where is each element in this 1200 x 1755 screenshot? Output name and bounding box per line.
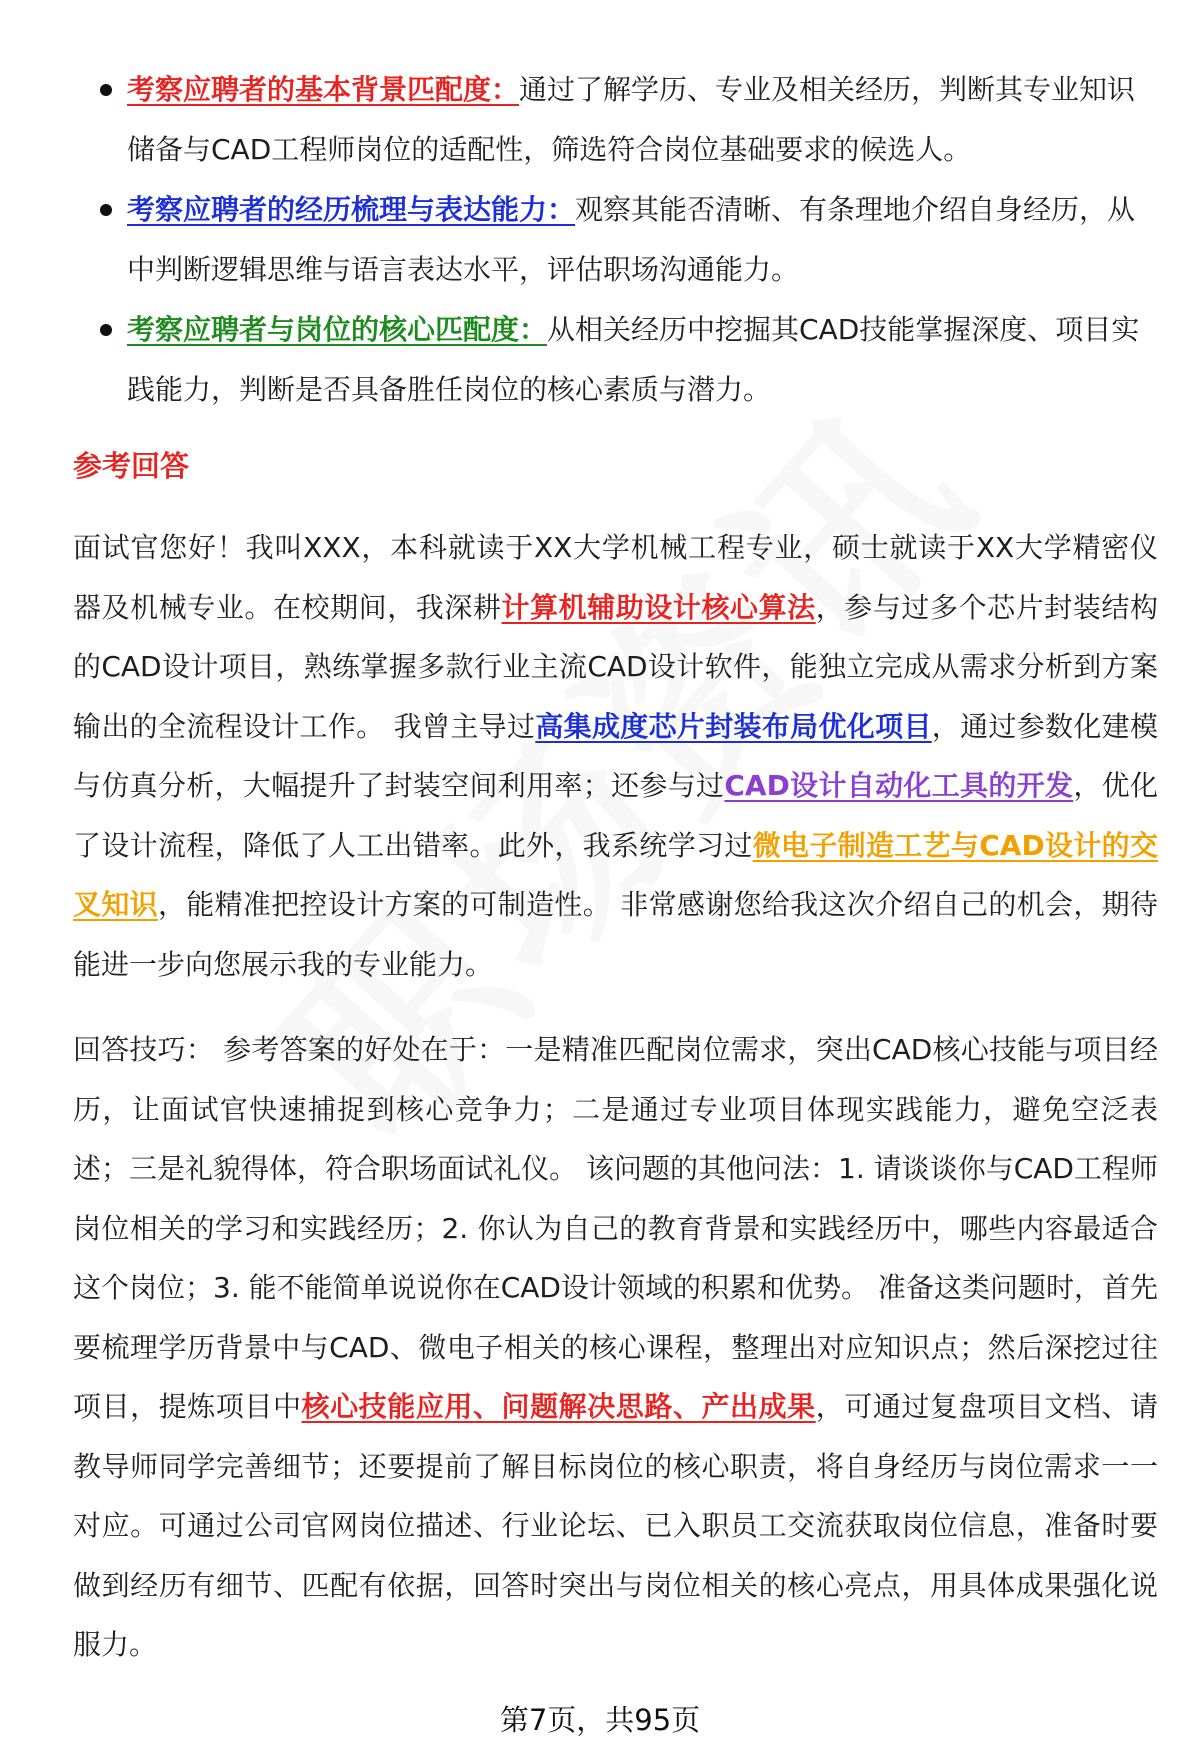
bullet-title: 考察应聘者的经历梳理与表达能力：	[127, 193, 576, 226]
bullet-item	[95, 180, 1140, 300]
paragraph-text: 面试官您好！我叫XXX，本科就读于XX大学机械工程专业，硕士就读于XX大学精密仪器及机械专业。在校期间，我深耕	[73, 531, 1158, 624]
paragraph-text: ，可通过复盘项目文档、请教导师同学完善细节；还要提前了解目标岗位的核心职责，将自身经历与岗位需求一一对应。可通过公司官网岗位描述、行业论坛、已入职员工交流获取岗位信息，准备时要做到经历有细节、匹配有依据，回答时突出与岗位相关的核心亮点，用具体成果强化说服力。	[73, 1390, 1158, 1661]
reference-answer-paragraph	[73, 518, 1158, 994]
bullet-text: 观察其能否清晰、有条理地介绍自身经历，从中判断逻辑思维与语言表达水平，评估职场沟通能力。	[127, 193, 1136, 286]
highlight-text: CAD设计自动化工具的开发	[724, 769, 1074, 802]
bullet-item	[95, 60, 1140, 180]
bullet-text: 从相关经历中挖掘其CAD技能掌握深度、项目实践能力，判断是否具备胜任岗位的核心素质与潜力。	[127, 313, 1140, 406]
bullet-title: 考察应聘者与岗位的核心匹配度：	[127, 313, 548, 346]
paragraph-text: ，通过参数化建模与仿真分析，大幅提升了封装空间利用率；还参与过	[73, 709, 1158, 802]
highlight-text: 微电子制造工艺与CAD设计的交叉知识	[73, 828, 1158, 921]
bullet-dot-icon	[100, 84, 112, 96]
highlight-text: 计算机辅助设计核心算法	[501, 590, 816, 624]
answer-tips-paragraph	[73, 1020, 1158, 1675]
section-heading: 参考回答	[73, 449, 190, 483]
bullet-text: 通过了解学历、专业及相关经历，判断其专业知识储备与CAD工程师岗位的适配性，筛选符合岗位基础要求的候选人。	[127, 73, 1136, 166]
bullet-dot-icon	[100, 204, 112, 216]
paragraph-text: ，参与过多个芯片封装结构的CAD设计项目，熟练掌握多款行业主流CAD设计软件，能独立完成从需求分析到方案输出的全流程设计工作。 我曾主导过	[73, 590, 1158, 743]
bullet-title: 考察应聘者的基本背景匹配度：	[127, 73, 520, 106]
bullet-list	[95, 60, 1140, 420]
highlight-text: 高集成度芯片封装布局优化项目	[535, 709, 932, 743]
bullet-item	[95, 300, 1140, 420]
bullet-dot-icon	[100, 324, 112, 336]
page-number: 第7页，共95页	[499, 1703, 701, 1737]
paragraph-text: ，能精准把控设计方案的可制造性。 非常感谢您给我这次介绍自己的机会，期待能进一步向您展示我的专业能力。	[73, 888, 1158, 981]
highlight-text: 核心技能应用、问题解决思路、产出成果	[301, 1390, 816, 1423]
paragraph-text: 回答技巧： 参考答案的好处在于：一是精准匹配岗位需求，突出CAD核心技能与项目经历，让面试官快速捕捉到核心竞争力；二是通过专业项目体现实践能力，避免空泛表述；三是礼貌得体，符合职场面试礼仪。 该问题的其他问法：1. 请谈谈你与CAD工程师岗位相关的学习和实践经历；2. 你认为自己的教育背景和实践经历中，哪些内容最适合这个岗位；3. 能不能简单说说你在CAD设计领域的积累和优势。 准备这类问题时，首先要梳理学历背景中与CAD、微电子相关的核心课程，整理出对应知识点；然后深挖过往项目，提炼项目中	[73, 1033, 1158, 1423]
paragraph-text: ，优化了设计流程，降低了人工出错率。此外，我系统学习过	[73, 769, 1158, 862]
